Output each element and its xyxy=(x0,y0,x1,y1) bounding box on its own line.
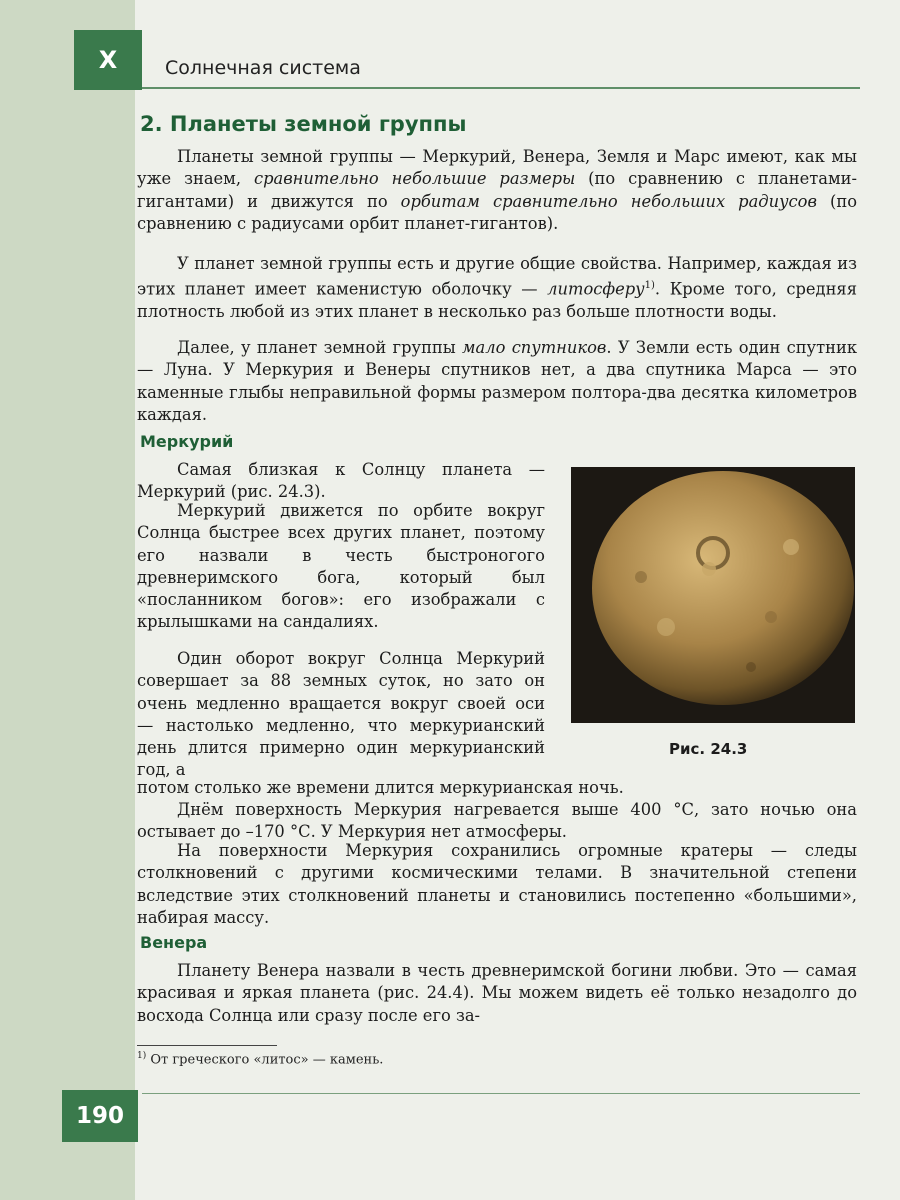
mercury-paragraph-3-continued: потом столько же времени длится меркурианская ночь. xyxy=(137,778,624,797)
figure-caption: Рис. 24.3 xyxy=(669,740,748,758)
chapter-tab xyxy=(74,30,142,90)
header-divider xyxy=(142,87,860,89)
intro-paragraph-2: У планет земной группы есть и другие общие свойства. Например, каждая из этих планет имеет каменистую оболочку — литосферу$^{1)}$. Кроме того, средняя плотность любой из этих планет в несколько раз больше плотности воды. xyxy=(137,254,857,322)
venus-heading: Венера xyxy=(140,933,208,952)
section-title: 2. Планеты земной группы xyxy=(140,112,467,136)
intro-paragraph-3: Далее, у планет земной группы мало спутников. У Земли есть один спутник — Луна. У Меркурия и Венеры спутников нет, а два спутника Марса — это каменные глыбы неправильной формы размером полтора-два десятка километров каждая. xyxy=(137,338,858,424)
running-title: Солнечная система xyxy=(165,57,361,79)
chapter-marker: X xyxy=(98,46,118,74)
mercury-heading: Меркурий xyxy=(140,432,234,451)
mercury-photo xyxy=(571,467,855,723)
intro-paragraph-1: Планеты земной группы — Меркурий, Венера, Земля и Марс имеют, как мы уже знаем, сравнительно небольшие размеры (по сравнению с планетами-гигантами) и движутся по орбитам сравнительно небольших радиусов (по сравнению с радиусами орбит планет-гигантов). xyxy=(137,147,857,233)
page-number: 190 xyxy=(75,1103,124,1129)
margin-band xyxy=(0,0,135,1200)
mercury-paragraph-3: Один оборот вокруг Солнца Меркурий совершает за 88 земных суток, но зато он очень медленно вращается вокруг своей оси — настолько медленно, что меркурианский день длится примерно один меркурианский год, а xyxy=(137,649,545,780)
mercury-paragraph-2: Меркурий движется по орбите вокруг Солнца быстрее всех других планет, поэтому его назвали в честь быстроногого древнеримского бога, который был «посланником богов»: его изображали с крылышками на сандалиях. xyxy=(137,501,545,632)
footnote: $^{1)}$ От греческого «литос» — камень. xyxy=(137,1051,384,1068)
page-number-box xyxy=(62,1090,138,1142)
mercury-paragraph-5: На поверхности Меркурия сохранились огромные кратеры — следы столкновений с другими космическими телами. В значительной степени вследствие этих столкновений планеты и становились постепенно «большими», набирая массу. xyxy=(137,841,857,927)
footnote-divider xyxy=(137,1045,277,1046)
footnote-ref: 1) xyxy=(644,280,655,292)
mercury-paragraph-1: Самая близкая к Солнцу планета — Меркурий (рис. 24.3). xyxy=(137,460,545,502)
bottom-divider xyxy=(142,1093,860,1094)
mercury-paragraph-4: Днём поверхность Меркурия нагревается выше 400 °С, зато ночью она остывает до –170 °С. У Меркурия нет атмосферы. xyxy=(137,800,857,842)
venus-paragraph-1: Планету Венера назвали в честь древнеримской богини любви. Это — самая красивая и яркая планета (рис. 24.4). Мы можем видеть её только незадолго до восхода Солнца или сразу после его за- xyxy=(137,961,857,1025)
